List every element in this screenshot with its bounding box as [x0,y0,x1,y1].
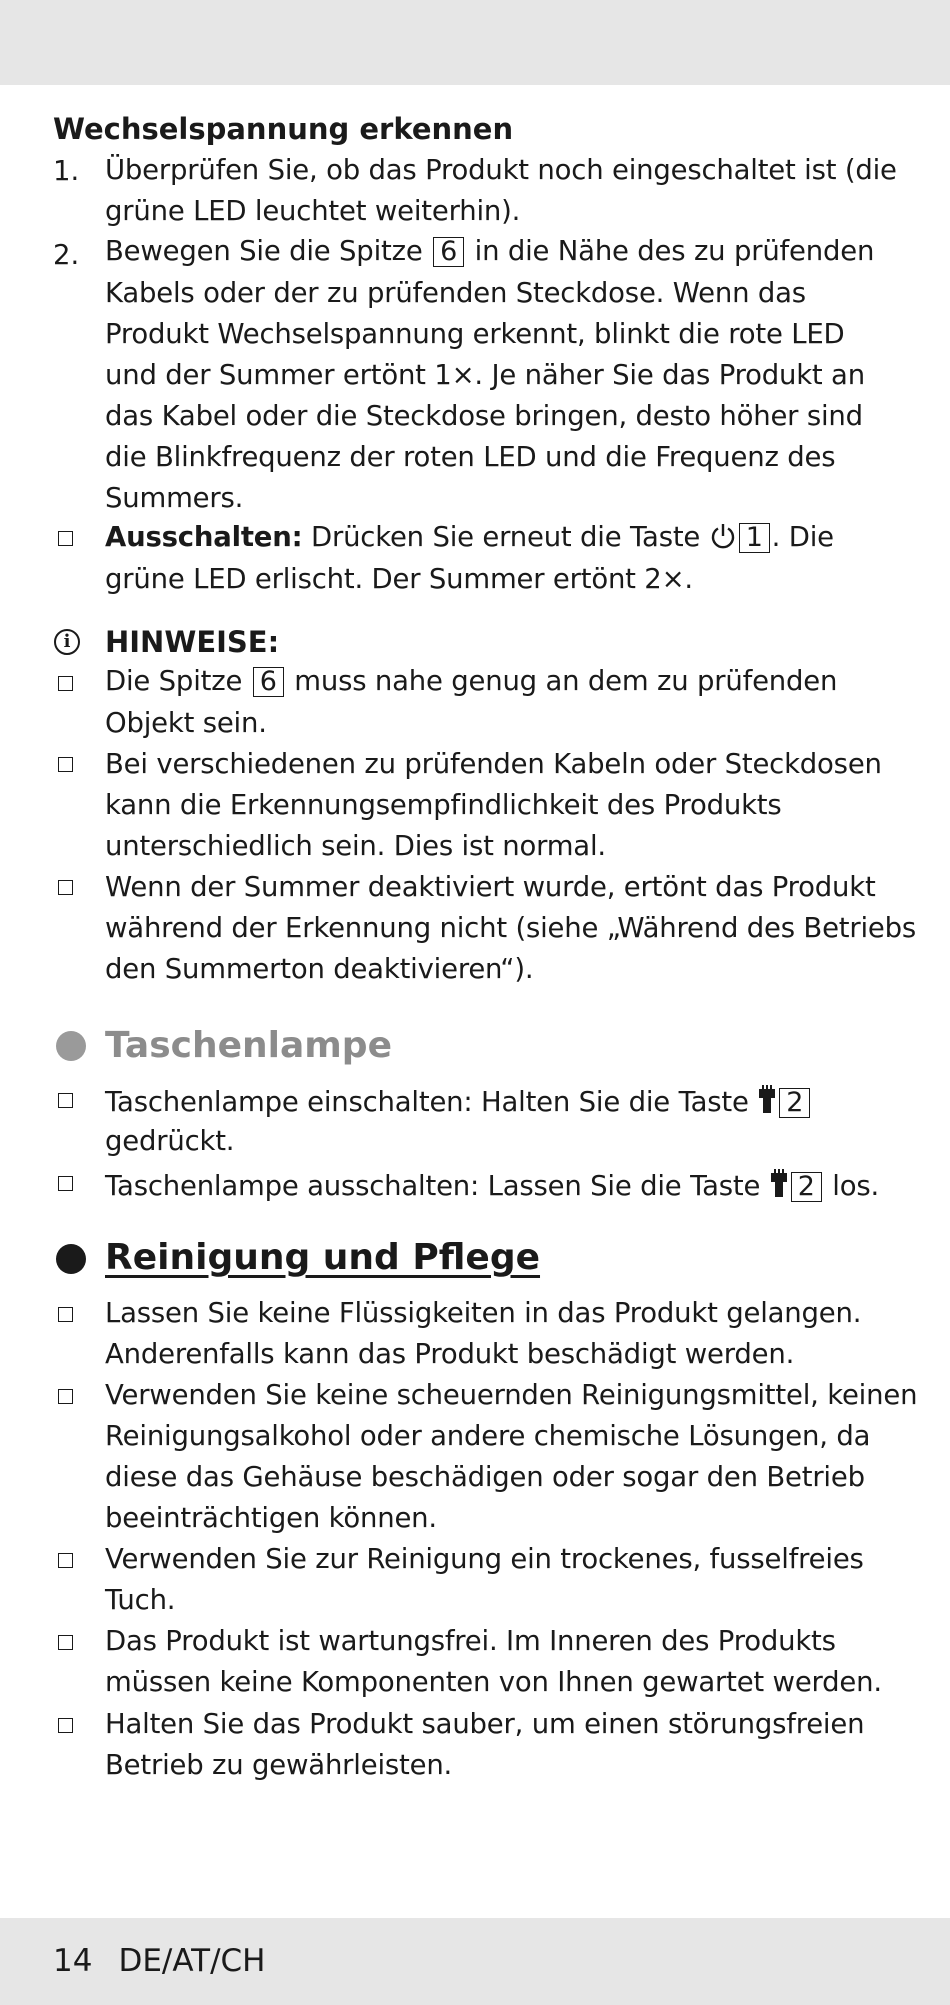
care-text: Verwenden Sie keine scheuernden Reinigungsmittel, keinen [105,1379,918,1411]
checkbox-bullet [58,1635,73,1650]
step-text: und der Summer ertönt 1×. Je näher Sie das Produkt an [105,359,865,391]
care-text: Tuch. [105,1584,176,1616]
switch-off-text: grüne LED erlischt. Der Summer ertönt 2×. [105,563,693,595]
note-text: kann die Erkennungsempfindlichkeit des Produkts [105,789,782,821]
section-dot [56,1244,86,1274]
flashlight-text: Taschenlampe ausschalten: Lassen Sie die Taste 2 los. [105,1170,880,1202]
step-text: Kabels oder der zu prüfenden Steckdose. Wenn das [105,277,806,309]
care-text: Reinigungsalkohol oder andere chemische Lösungen, da [105,1420,871,1452]
care-text: Betrieb zu gewährleisten. [105,1749,453,1781]
note-text: Bei verschiedenen zu prüfenden Kabeln oder Steckdosen [105,748,882,780]
note-text: während der Erkennung nicht (siehe „Während des Betriebs [105,912,917,944]
step-text: Summers. [105,482,244,514]
part-ref: 1 [739,523,770,553]
region-label: DE/AT/CH [118,1943,266,1979]
checkbox-bullet [58,1093,73,1108]
step-text: das Kabel oder die Steckdose bringen, desto höher sind [105,400,863,432]
notes-title: HINWEISE: [105,625,280,659]
care-text: Anderenfalls kann das Produkt beschädigt werden. [105,1338,795,1370]
checkbox-bullet [58,531,73,546]
care-text: Lassen Sie keine Flüssigkeiten in das Produkt gelangen. [105,1297,862,1329]
checkbox-bullet [58,757,73,772]
note-text: Objekt sein. [105,707,267,739]
section-heading-care: Reinigung und Pflege [105,1237,541,1278]
note-text: Wenn der Summer deaktiviert wurde, ertönt das Produkt [105,871,876,903]
part-ref: 2 [779,1088,810,1118]
header-band [0,0,950,85]
step-text: die Blinkfrequenz der roten LED und die Frequenz des [105,441,836,473]
page-footer [53,1943,266,1979]
part-ref: 6 [433,237,464,267]
page-number: 14 [53,1943,93,1979]
note-text: den Summerton deaktivieren“). [105,953,534,985]
care-text: Halten Sie das Produkt sauber, um einen störungsfreien [105,1708,865,1740]
checkbox-bullet [58,1176,73,1191]
step-text: Bewegen Sie die Spitze 6 in die Nähe des zu prüfenden [105,235,875,267]
step-text: grüne LED leuchtet weiterhin). [105,195,521,227]
care-text: beeinträchtigen können. [105,1502,437,1534]
part-ref: 2 [791,1172,822,1202]
checkbox-bullet [58,676,73,691]
subheading: Wechselspannung erkennen [53,112,514,146]
step-text: Überprüfen Sie, ob das Produkt noch eingeschaltet ist (die [105,154,897,186]
section-heading-flashlight: Taschenlampe [105,1025,392,1066]
note-text: unterschiedlich sein. Dies ist normal. [105,830,606,862]
step-number: 1. [53,155,80,187]
part-ref: 6 [253,667,284,697]
flashlight-text: Taschenlampe einschalten: Halten Sie die Taste 2 [105,1085,812,1118]
care-text: Das Produkt ist wartungsfrei. Im Inneren des Produkts [105,1625,836,1657]
care-text: Verwenden Sie zur Reinigung ein trockenes, fusselfreies [105,1543,864,1575]
flashlight-icon [769,1169,789,1199]
power-icon [709,522,737,550]
checkbox-bullet [58,1307,73,1322]
checkbox-bullet [58,1718,73,1733]
checkbox-bullet [58,880,73,895]
section-dot [56,1031,86,1061]
note-text: Die Spitze 6 muss nahe genug an dem zu prüfenden [105,665,838,697]
step-text: Produkt Wechselspannung erkennt, blinkt die rote LED [105,318,845,350]
switch-off-text: Ausschalten: Drücken Sie erneut die Taste 1 . Die [105,521,834,553]
flashlight-icon [757,1085,777,1115]
step-number: 2. [53,239,80,271]
checkbox-bullet [58,1553,73,1568]
info-icon: i [54,629,80,655]
care-text: müssen keine Komponenten von Ihnen gewartet werden. [105,1666,882,1698]
care-text: diese das Gehäuse beschädigen oder sogar den Betrieb [105,1461,865,1493]
flashlight-text: gedrückt. [105,1125,235,1157]
checkbox-bullet [58,1389,73,1404]
